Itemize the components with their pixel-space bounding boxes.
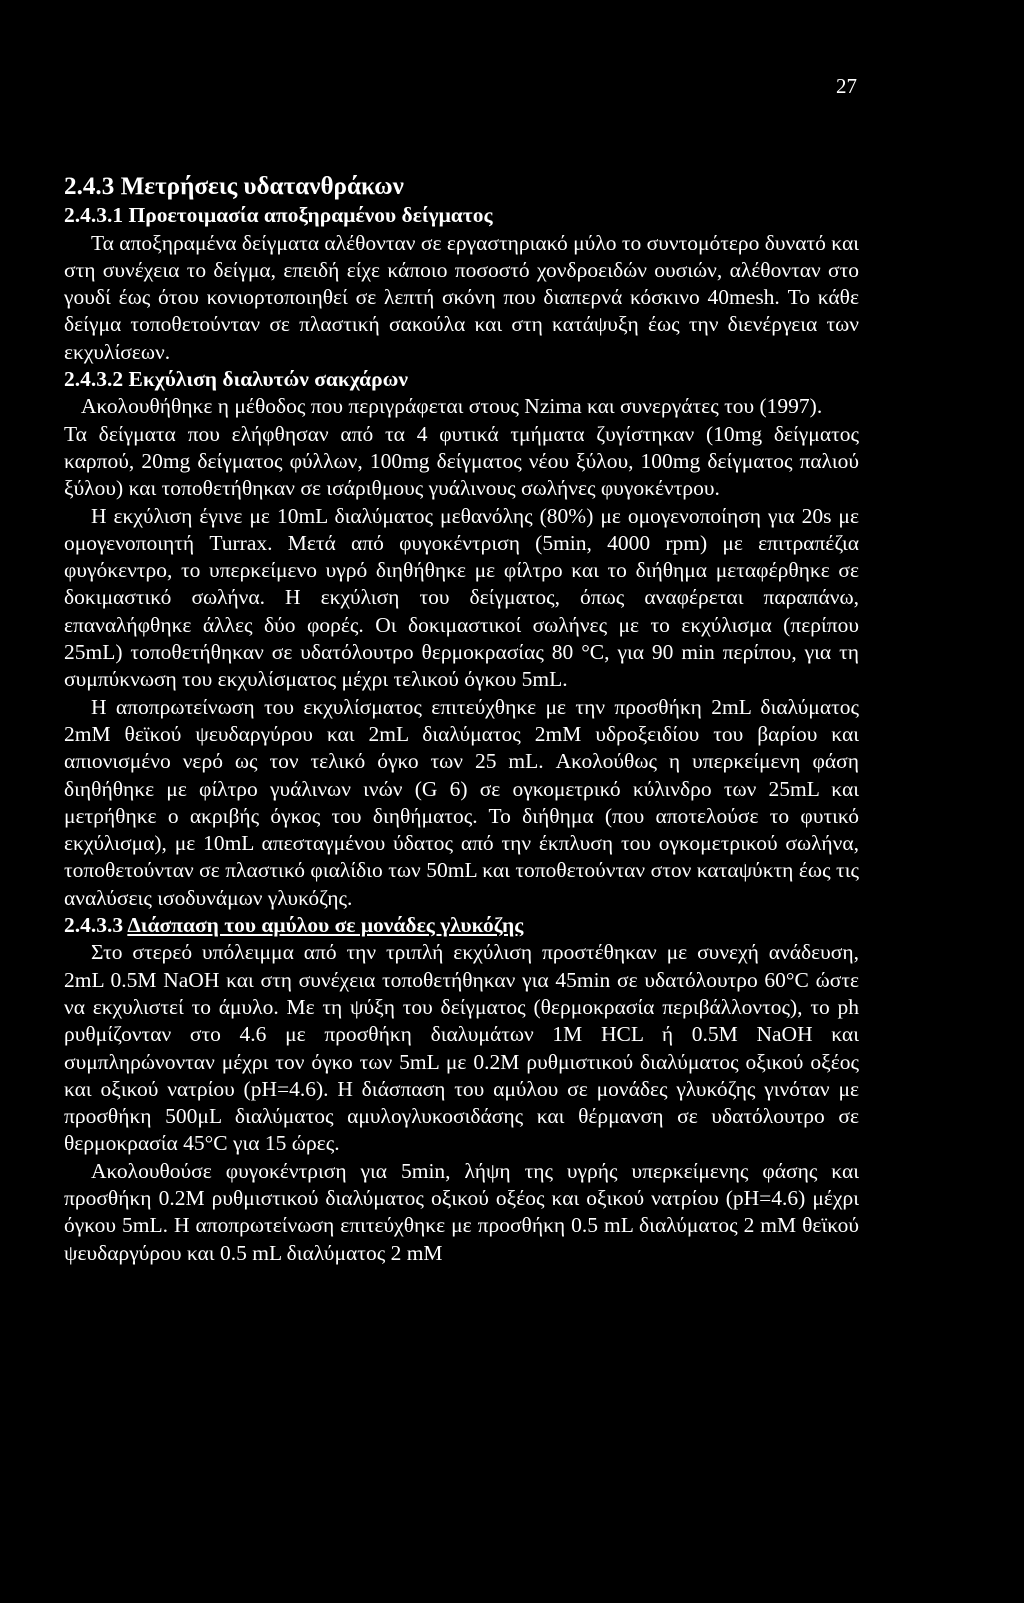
section-number: 2.4.3.3 <box>64 913 124 938</box>
section-heading-2-4-3-2: 2.4.3.2 Εκχύλιση διαλυτών σακχάρων <box>64 367 408 392</box>
document-body <box>64 173 859 1267</box>
paragraph-method-reference: Ακολουθήθηκε η μέθοδος που περιγράφεται στους Nzima και συνεργάτες του (1997). <box>81 394 823 419</box>
paragraph-sample-weights: Τα δείγματα που ελήφθησαν από τα 4 φυτικά τμήματα ζυγίστηκαν (10mg δείγματος καρπού, 20mg δείγματος φύλλων, 100mg δείγματος νέου ξύλου, 100mg δείγματος παλιού ξύλου) και τοποθετήθηκαν σε ισάριθμους γυάλινους σωλήνες φυγοκέντρου. <box>64 421 859 501</box>
section-heading-2-4-3-1: 2.4.3.1 Προετοιμασία αποξηραμένου δείγματος <box>64 203 493 228</box>
paragraph-starch-hydrolysis: Στο στερεό υπόλειμμα από την τριπλή εκχύλιση προστέθηκαν με συνεχή ανάδευση, 2mL 0.5M NaOH και στη συνέχεια τοποθετήθηκαν για 45min σε υδατόλουτρο 60°C ώστε να εκχυλιστεί το άμυλο. Με τη ψύξη του δείγματος (θερμοκρασία περιβάλλοντος), το ph ρυθμίζονταν στο 4.6 με προσθήκη διαλυμάτων 1M HCL ή 0.5M NaOH και συμπληρώνονταν μέχρι τον όγκο των 5mL με 0.2M ρυθμιστικού διαλύματος οξικού οξέος και οξικού νατρίου (pH=4.6). Η διάσπαση του αμύλου σε μονάδες γλυκόζης γινόταν με προσθήκη 500μL διαλύματος αμυλογλυκοσιδάσης και θέρμανση σε υδατόλουτρο σε θερμοκρασία 45°C για 15 ώρες. <box>64 940 859 1156</box>
paragraph-deproteinization: Η αποπρωτείνωση του εκχυλίσματος επιτεύχθηκε με την προσθήκη 2mL διαλύματος 2mM θεϊκού ψευδαργύρου και 2mL διαλύματος 2mM υδροξειδίου του βαρίου και απιονισμένο νερό ως τον τελικό όγκο των 25 mL. Ακολούθως η υπερκείμενη φάση διηθήθηκε με φίλτρο γυάλινων ινών (G 6) σε ογκομετρικό κύλινδρο των 25mL και μετρήθηκε ο ακριβής όγκος του διηθήματος. Το διήθημα (που αποτελούσε το φυτικό εκχύλισμα), με 10mL απεσταγμένου ύδατος από την έκπλυση του ογκομετρικού σωλήνα, τοποθετούνταν σε πλαστικό φιαλίδιο των 50mL και τοποθετούνταν στον καταψύκτη έως τις αναλύσεις ισοδυνάμων γλυκόζης. <box>64 694 859 910</box>
paragraph-centrifugation: Ακολουθούσε φυγοκέντριση για 5min, λήψη της υγρής υπερκείμενης φάσης και προσθήκη 0.2M ρυθμιστικού διαλύματος οξικού οξέος και οξικού νατρίου (pH=4.6) μέχρι όγκου 5mL. Η αποπρωτείνωση επιτεύχθηκε με προσθήκη 0.5 mL διαλύματος 2 mM θεϊκού ψευδαργύρου και 0.5 mL διαλύματος 2 mM <box>64 1158 859 1265</box>
page-number: 27 <box>836 74 857 98</box>
section-title: Διάσπαση του αμύλου σε μονάδες γλυκόζης <box>127 913 524 938</box>
section-heading-2-4-3: 2.4.3 Μετρήσεις υδατανθράκων <box>64 173 404 200</box>
paragraph-sample-preparation: Τα αποξηραμένα δείγματα αλέθονταν σε εργαστηριακό μύλο το συντομότερο δυνατό και στη συνέχεια το δείγμα, επειδή είχε κάποιο ποσοστό χονδροειδών ουσιών, αλέθονταν στο γουδί έως ότου κονιορτοποιηθεί σε λεπτή σκόνη που διαπερνά κόσκινο 40mesh. Το κάθε δείγμα τοποθετούνταν σε πλαστική σακούλα και στη κατάψυξη έως την διενέργεια των εκχυλίσεων. <box>64 230 860 364</box>
paragraph-extraction: Η εκχύλιση έγινε με 10mL διαλύματος μεθανόλης (80%) με ομογενοποίηση για 20s με ομογενοποιητή Turrax. Μετά από φυγοκέντριση (5min, 4000 rpm) με επιτραπέζια φυγόκεντρο, το υπερκείμενο υγρό διηθήθηκε με φίλτρο και το διήθημα μεταφέρθηκε σε δοκιμαστικό σωλήνα. Η εκχύλιση του δείγματος, όπως αναφέρεται παραπάνω, επαναλήφθηκε άλλες δύο φορές. Οι δοκιμαστικοί σωλήνες με το εκχύλισμα (περίπου 25mL) τοποθετήθηκαν σε υδατόλουτρο θερμοκρασίας 80 °C, για 90 min περίπου, για τη συμπύκνωση του εκχυλίσματος μέχρι τελικού όγκου 5mL. <box>64 503 859 692</box>
section-heading-2-4-3-3 <box>64 912 859 939</box>
